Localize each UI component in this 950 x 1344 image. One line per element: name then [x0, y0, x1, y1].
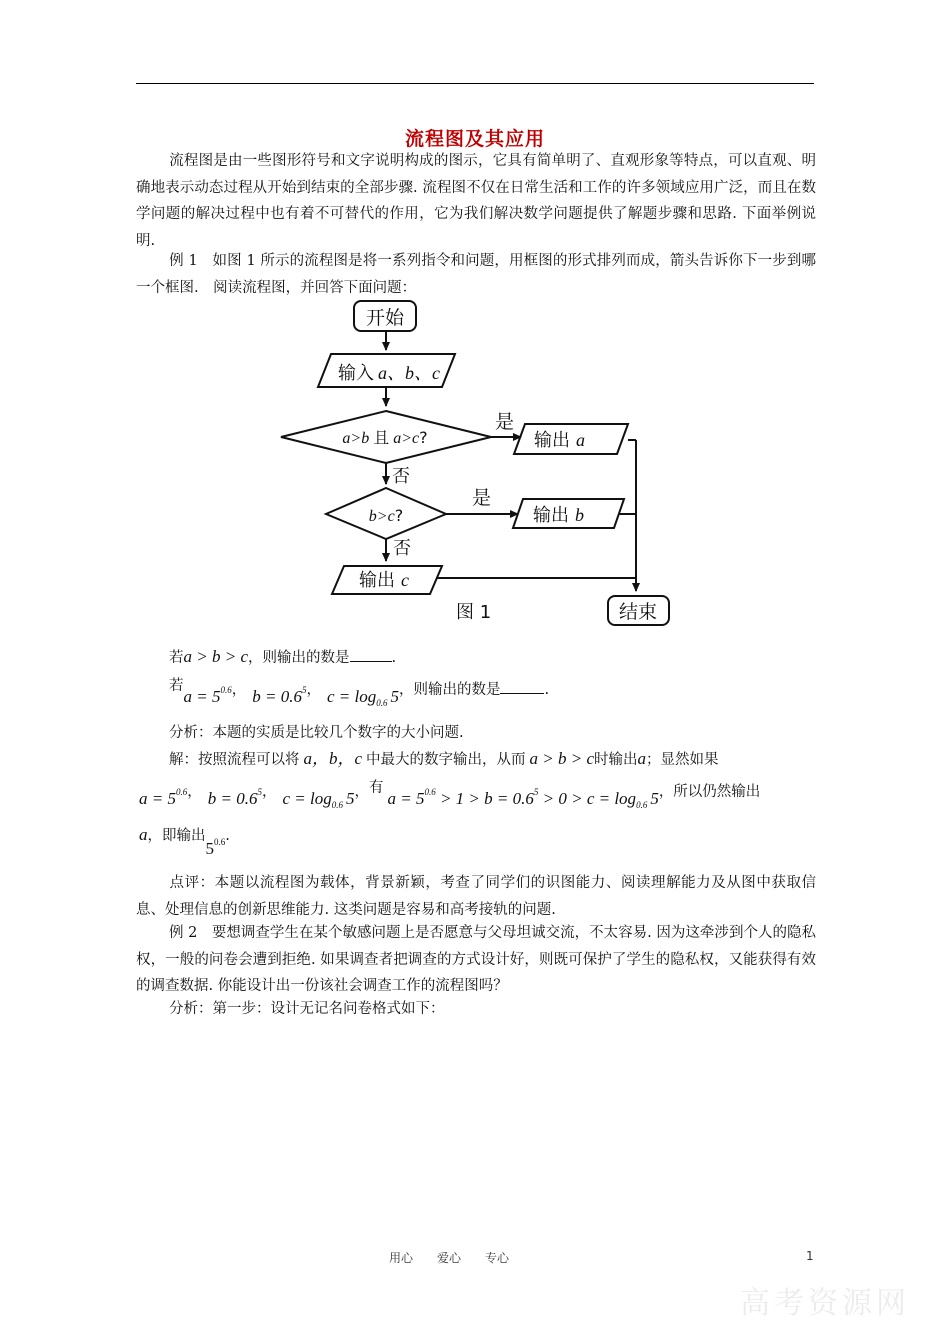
cond1-and: 且: [373, 428, 390, 447]
sol-l3-exp: 0.6: [214, 837, 226, 847]
q2-a: [184, 687, 232, 706]
sol-l2-chain1-exp: 0.6: [424, 787, 436, 797]
sol-l1-expr: a > b > c: [529, 749, 595, 768]
sol-l2-have: 有: [368, 780, 384, 796]
q2-prefix: 若: [169, 678, 184, 694]
sol-l2-chain2-exp: 5: [533, 787, 539, 797]
sol-l2-b-exp: 5: [257, 787, 262, 797]
intro-paragraph: [136, 148, 816, 254]
comment-paragraph: [136, 870, 816, 923]
flowchart-figure-1: [270, 296, 680, 632]
q2-c-end: 5: [390, 687, 399, 706]
sol-l3-var: a: [139, 825, 148, 844]
example2-paragraph: [136, 920, 816, 1000]
sol-l1-d: ；显然如果: [646, 752, 719, 768]
sol-l2-c-sub: 0.6: [331, 800, 343, 810]
sol-l3-text: ，即输出: [147, 828, 206, 844]
yes-label-1: 是: [495, 411, 515, 433]
question-1: [169, 646, 396, 669]
q2-suffix: ，则输出的数是: [398, 682, 501, 698]
analysis-2-paragraph: [136, 996, 816, 1023]
q1-suffix: ，则输出的数是: [248, 650, 350, 666]
q1-answer-blank[interactable]: [350, 647, 392, 662]
analysis-1: 分析：本题的实质是比较几个数字的大小问题.: [169, 725, 464, 741]
input-text: [338, 363, 440, 384]
q2-end: .: [544, 682, 550, 698]
no-label-2: 否: [393, 538, 411, 559]
out-a-var: a: [576, 430, 585, 450]
analysis2-text: 分析：第一步：设计无记名问卷格式如下：: [169, 1001, 445, 1017]
header-rule: [136, 83, 814, 84]
watermark: 高考资源网: [740, 1286, 910, 1321]
q2-b-exp: 5: [301, 685, 307, 695]
sol-l2-chain3-sub: 0.6: [636, 800, 648, 810]
out-c-var: c: [401, 570, 409, 590]
input-label: 输入: [338, 363, 374, 384]
q1-prefix: 若: [169, 650, 184, 666]
q2-c-sub: 0.6: [376, 698, 388, 708]
cond1-b: a>c: [393, 430, 420, 447]
footer-motto: 用心 爱心 专心: [389, 1251, 510, 1265]
out-b-label: 输出: [533, 505, 569, 526]
sol-l2-a-text: a = 5: [139, 789, 176, 808]
sol-l1-vars: a，b，c: [303, 749, 363, 768]
out-a-label: 输出: [534, 430, 570, 451]
out-c-label: 输出: [359, 570, 395, 591]
sol-l2-c-end: 5: [345, 789, 355, 808]
sol-l2-chain3-end: 5: [650, 789, 659, 808]
example1-paragraph: [136, 248, 816, 301]
sol-l2-c-text: c = log: [282, 789, 332, 808]
q2-b: [252, 687, 306, 706]
sol-l2-chain2: > 1 > b = 0.6: [435, 789, 534, 808]
q2-answer-blank[interactable]: [500, 679, 544, 694]
cond2-q: ?: [394, 506, 404, 525]
solution-line-2: $a = 5^{0.6}$， $b = 0.6^5$， $c = \log_{0.6} 5$，有$a = 5^{0.6} > 1 > b = 0.6^5 > 0 > c = \log_{0.6} 5$，所以仍然输出: [139, 780, 761, 810]
q2-b-text: b = 0.6: [252, 687, 302, 706]
no-label-1: 否: [392, 466, 410, 487]
intro-text: 流程图是由一些图形符号和文字说明构成的图示，它具有简单明了、直观形象等特点，可以直观、明确地表示动态过程从开始到结束的全部步骤. 流程图不仅在日常生活和工作的许多领域应用广泛，而且在数学问题的解决过程中也有着不可替代的作用，它为我们解决数学问题提供了解题步骤和思路. 下面举例说明.: [136, 153, 816, 249]
output-a-text: [534, 430, 585, 451]
q1-expr: a > b > c: [183, 647, 248, 666]
example2-text: 例 2 要想调查学生在某个敏感问题上是否愿意与父母坦诚交流，不太容易. 因为这牵涉到个人的隐私权，一般的问卷会遭到拒绝. 如果调查者把调查的方式设计好，则既可保护了学生的隐私权，又能获得有效的调查数据. 你能设计出一份该社会调查工作的流程图吗？: [136, 925, 816, 994]
figure-caption: 图 1: [456, 602, 492, 623]
sol-l2-b: [208, 789, 262, 808]
output-c-text: [359, 570, 409, 591]
decision-1-text: [342, 428, 427, 447]
comment-text: 点评：本题以流程图为载体，背景新颖，考查了同学们的识图能力、阅读理解能力及从图中获取信息、处理信息的创新思维能力. 这类问题是容易和高考接轨的问题.: [136, 875, 816, 918]
solution-line-3: [139, 824, 230, 858]
sol-l2-chain1: a = 5: [387, 789, 425, 808]
sol-l1-var: a: [637, 749, 647, 768]
q2-a-text: a = 5: [183, 687, 221, 706]
output-a-parallelogram: [514, 424, 628, 454]
cond1-a: a>b: [342, 430, 370, 447]
q2-a-exp: 0.6: [220, 685, 232, 695]
yes-label-2: 是: [472, 487, 492, 509]
example1-text: 例 1 如图 1 所示的流程图是将一系列指令和问题，用框图的形式排列而成，箭头告诉你下一步到哪一个框图. 阅读流程图，并回答下面问题：: [136, 253, 816, 296]
cond2: b>c: [368, 508, 395, 525]
solution-line-1: [169, 748, 719, 771]
page-number: 1: [806, 1249, 814, 1263]
decision-2-text: [369, 506, 403, 525]
sol-l3-end: .: [225, 828, 230, 844]
sol-l2-a-exp: 0.6: [175, 787, 188, 797]
output-b-text: [533, 505, 584, 526]
sol-l2-a: [139, 789, 187, 808]
q1-end: .: [391, 650, 397, 666]
out-b-var: b: [575, 505, 584, 525]
sol-l1-c: 时输出: [594, 752, 638, 768]
end-label: 结束: [618, 601, 658, 623]
q2-c-text: c = log: [326, 687, 377, 706]
sol-l3-val: 5: [205, 839, 214, 858]
sol-l1-b: 中最大的数字输出，从而: [366, 752, 526, 768]
start-label: 开始: [365, 307, 405, 329]
page-title: 流程图及其应用: [404, 128, 545, 150]
sol-l2-chain3: > 0 > c = log: [538, 789, 637, 808]
sol-l1-a: 解：按照流程可以将: [169, 752, 300, 768]
q2-c: [327, 687, 399, 706]
sol-l2-chain: [387, 789, 658, 808]
input-vars: a、b、c: [378, 363, 440, 383]
sol-l2-b-text: b = 0.6: [207, 789, 258, 808]
sol-l3-value: [206, 839, 226, 858]
sol-l2-tail: ，所以仍然输出: [658, 784, 761, 800]
cond1-q: ?: [419, 428, 428, 447]
sol-l2-c: [282, 789, 354, 808]
question-2: 若$a = 5^{0.6}$， $b = 0.6^5$， $c = \log_{0.6} 5$，则输出的数是 .: [169, 678, 550, 708]
